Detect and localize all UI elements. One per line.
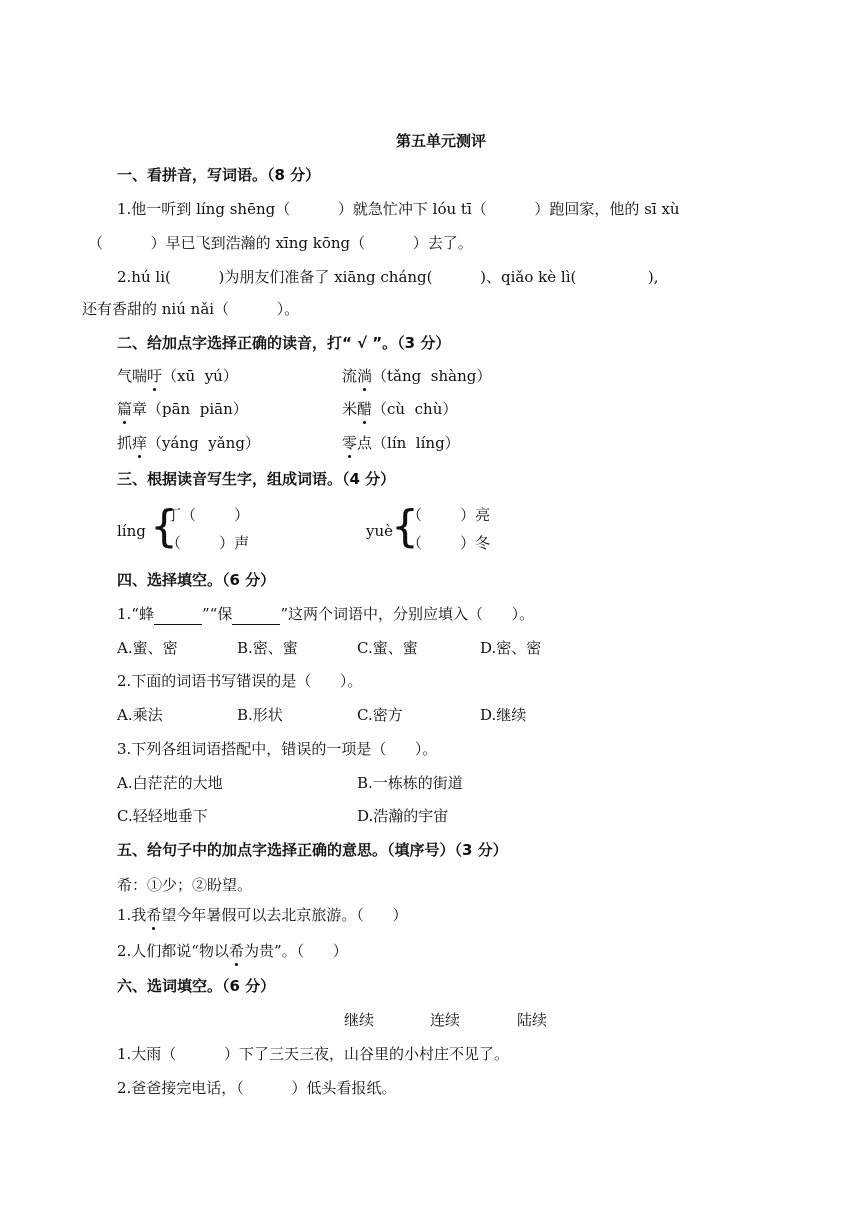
q1-blank-2[interactable] [232,604,280,625]
s6-question-2: 2.爸爸接完电话，（ ）低头看报纸。 [117,1079,397,1097]
s3-left-bottom: （ ）声 [166,534,250,552]
s1-question-2-line-2: 还有香甜的 niú nǎi（ ）。 [82,300,300,318]
section-2-heading: 二、给加点字选择正确的读音，打“ √ ”。（3 分） [117,334,451,352]
s1-question-2-line-1: 2.hú li( )为朋友们准备了 xiāng cháng( )、qiǎo kè lì( ), [117,268,659,286]
dotted-char: 淌 [357,367,373,385]
s4-q2-option-c: C.密方 [357,706,403,724]
q-post: 望今年暑假可以去北京旅游。（ ） [161,906,408,924]
section-6-heading: 六、选词填空。（6 分） [117,977,276,995]
s5-question-1 [117,905,407,925]
dotted-char: 零 [342,434,358,452]
item-text: 流 [342,367,358,385]
s1-question-1-line-1: 1.他一听到 líng shēng（ ）就急忙冲下 lóu tī（ ）跑回家，他的 sī xù [117,200,680,218]
s4-question-2: 2.下面的词语书写错误的是（ ）。 [117,672,363,690]
q-pre: 1.我 [117,906,147,924]
s4-q3-option-b: B.一栋栋的街道 [357,774,463,792]
s2-item-5 [117,433,260,453]
s3-right-pinyin: yuè [366,522,394,540]
dotted-char: 希 [228,942,244,960]
word-choice-2: 连续 [430,1011,461,1029]
s2-item-1 [117,366,238,386]
s5-definition: 希：①少；②盼望。 [117,876,253,894]
s4-q1-option-a: A.蜜、密 [117,639,178,657]
dotted-char: 吁 [147,367,163,385]
s2-item-2 [342,366,491,386]
s2-item-3 [117,399,248,419]
s3-left-top: 丁（ ） [166,506,250,524]
s3-right-bottom: （ ）冬 [407,534,491,552]
s4-q3-option-d: D.浩瀚的宇宙 [357,807,449,825]
s3-left-pinyin: líng [117,522,146,540]
section-1-heading: 一、看拼音，写词语。（8 分） [117,166,321,184]
s3-right-top: （ ）亮 [407,506,491,524]
item-pinyin: （cù chù） [372,400,458,418]
item-pinyin: （yáng yǎng） [147,434,260,452]
s4-question-3: 3.下列各组词语搭配中，错误的一项是（ ）。 [117,740,438,758]
dotted-char: 篇 [117,400,133,418]
s5-question-2 [117,941,348,961]
dotted-char: 醋 [357,400,373,418]
item-pinyin: （tǎng shàng） [372,367,492,385]
item-text: 米 [342,400,358,418]
s4-q2-option-b: B.形状 [237,706,283,724]
q-post: 为贵”。（ ） [244,942,348,960]
right-brace: { [391,501,419,552]
q1-part-b: ”“保 [201,605,233,623]
dotted-char: 希 [146,906,162,924]
left-brace: { [150,501,178,552]
word-choice-3: 陆续 [517,1011,548,1029]
q1-blank-1[interactable] [154,604,202,625]
s2-item-4 [342,399,457,419]
q-pre: 2.人们都说“物以 [117,942,229,960]
item-text: 抓 [117,434,133,452]
s2-item-6 [342,433,460,453]
item-pinyin: 点（lín líng） [357,434,460,452]
s4-q3-option-c: C.轻轻地垂下 [117,807,208,825]
section-3-heading: 三、根据读音写生字，组成词语。（4 分） [117,470,396,488]
s4-q1-option-c: C.蜜、蜜 [357,639,418,657]
word-choice-1: 继续 [344,1011,375,1029]
dotted-char: 痒 [132,434,148,452]
q1-part-c: ”这两个词语中，分别应填入（ ）。 [280,605,535,623]
page-title: 第五单元测评 [396,132,487,150]
item-text: 气喘 [117,367,148,385]
item-pinyin: 章（pān piān） [132,400,248,418]
s4-q2-option-a: A.乘法 [117,706,163,724]
item-pinyin: （xū yú） [162,367,238,385]
s4-q1-option-b: B.密、蜜 [237,639,298,657]
section-4-heading: 四、选择填空。（6 分） [117,571,276,589]
s1-question-1-line-2: （ ）早已飞到浩瀚的 xīng kōng（ ）去了。 [88,234,473,252]
s6-question-1: 1.大雨（ ）下了三天三夜，山谷里的小村庄不见了。 [117,1045,509,1063]
s4-q2-option-d: D.继续 [480,706,527,724]
s4-question-1 [117,604,534,625]
q1-part-a: 1.“蜂 [117,605,154,623]
s4-q3-option-a: A.白茫茫的大地 [117,774,223,792]
section-5-heading: 五、给句子中的加点字选择正确的意思。（填序号）（3 分） [117,841,508,859]
s4-q1-option-d: D.密、密 [480,639,542,657]
